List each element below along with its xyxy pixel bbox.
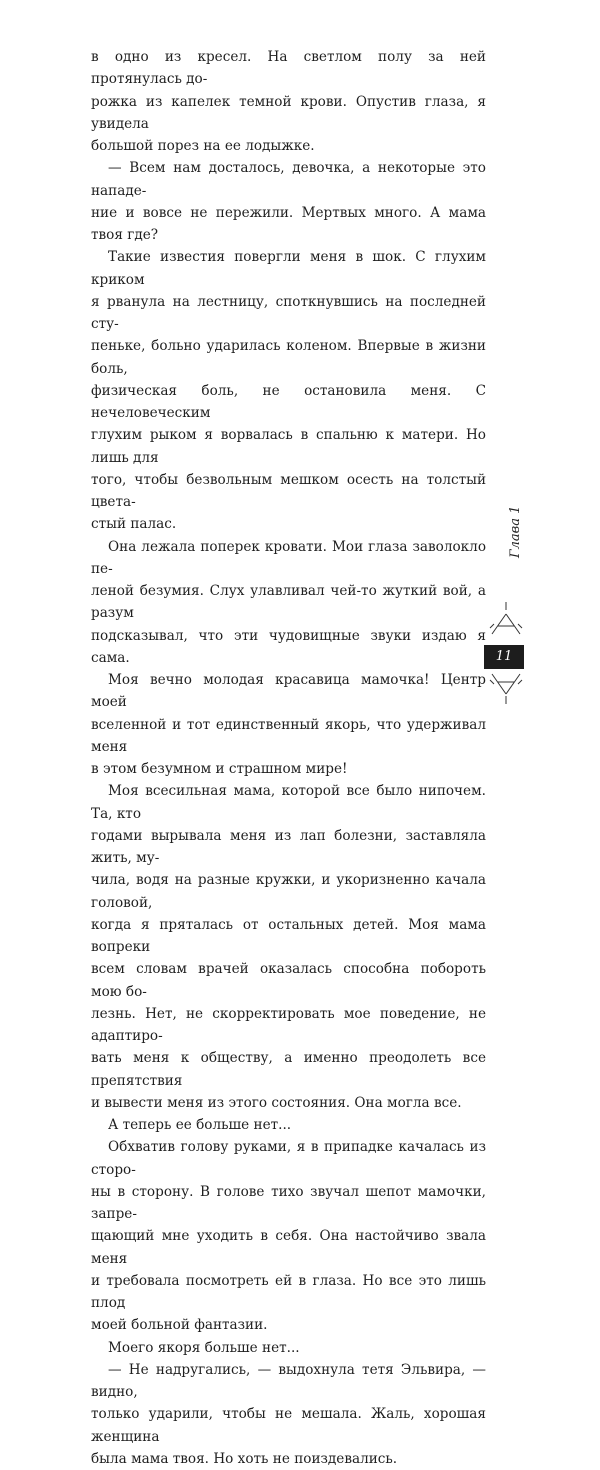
text-line: Моя всесильная мама, которой все было нипочем. Та, кто [91,783,486,822]
text-line: физическая боль, не остановила меня. С нечеловеческим [91,382,486,421]
paragraph-9 [91,1337,486,1359]
ornament-top-icon [488,600,524,636]
text-line: только ударили, чтобы не мешала. Жаль, хорошая женщина [91,1406,486,1445]
text-line: всем словам врачей оказалась способна побороть мою бо- [91,961,486,1000]
text-line: чила, водя на разные кружки, и укоризненно качала головой, [91,872,486,911]
text-line: Моего якоря больше нет... [108,1339,300,1356]
page-number-box [484,645,524,669]
text-line: и требовала посмотреть ей в глаза. Но все это лишь плод [91,1272,486,1311]
paragraph-8 [91,1136,486,1336]
text-line: стый палас. [91,516,177,533]
text-line: леной безумия. Слух улавливал чей-то жуткий вой, а разум [91,583,486,622]
text-line: вать меня к обществу, а именно преодолеть все препятствия [91,1050,486,1089]
text-line: большой порез на ее лодыжке. [91,138,315,154]
text-line: Она лежала поперек кровати. Мои глаза заволокло пе- [91,538,486,577]
text-line: в одно из кресел. На светлом полу за ней протянулась до- [91,49,486,88]
text-line: лезнь. Нет, не скорректировать мое поведение, не адаптиро- [91,1005,486,1044]
paragraph-3 [91,246,486,535]
text-line: — Всем нам досталось, девочка, а некоторые это нападе- [91,160,486,199]
paragraph-5 [91,669,486,780]
chapter-label: Глава 1 [508,505,523,558]
paragraph-1 [91,46,486,157]
text-line: подсказывал, что эти чудовищные звуки издаю я сама. [91,627,486,666]
paragraph-6 [91,780,486,1114]
paragraph-2 [91,157,486,246]
text-line: глухим рыком я ворвалась в спальню к матери. Но лишь для [91,427,486,466]
text-line: в этом безумном и страшном мире! [91,761,348,777]
text-line: когда я пряталась от остальных детей. Моя мама вопреки [91,916,486,955]
text-line: — Не надругались, — выдохнула тетя Эльвира, — видно, [91,1361,486,1400]
body-text [91,46,486,1470]
text-line: Моя вечно молодая красавица мамочка! Центр моей [91,672,486,711]
text-line: пеньке, больно ударилась коленом. Впервые в жизни боль, [91,338,486,377]
text-line: моей больной фантазии. [91,1317,268,1334]
text-line: А теперь ее больше нет... [108,1117,292,1133]
text-line: щающий мне уходить в себя. Она настойчиво звала меня [91,1228,486,1267]
paragraph-10 [91,1359,486,1470]
paragraph-7 [91,1114,486,1136]
paragraph-4 [91,536,486,670]
text-line: годами вырывала меня из лап болезни, заставляла жить, му- [91,827,486,866]
page-number: 11 [495,649,513,664]
ornament-bottom-icon [488,672,524,706]
text-line: Такие известия повергли меня в шок. С глухим криком [91,249,486,288]
text-line: рожка из капелек темной крови. Опустив глаза, я увидела [91,93,486,132]
text-line: и вывести меня из этого состояния. Она могла все. [91,1094,462,1111]
text-line: была мама твоя. Но хоть не поиздевались. [91,1450,398,1467]
text-line: ние и вовсе не пережили. Мертвых много. А мама твоя где? [91,204,486,243]
text-line: вселенной и тот единственный якорь, что удерживал меня [91,716,486,755]
text-line: я рванула на лестницу, споткнувшись на последней сту- [91,293,486,332]
text-line: Обхватив голову руками, я в припадке качалась из сторо- [91,1139,486,1178]
text-line: ны в сторону. В голове тихо звучал шепот мамочки, запре- [91,1183,486,1222]
text-line: того, чтобы безвольным мешком осесть на толстый цвета- [91,471,486,510]
